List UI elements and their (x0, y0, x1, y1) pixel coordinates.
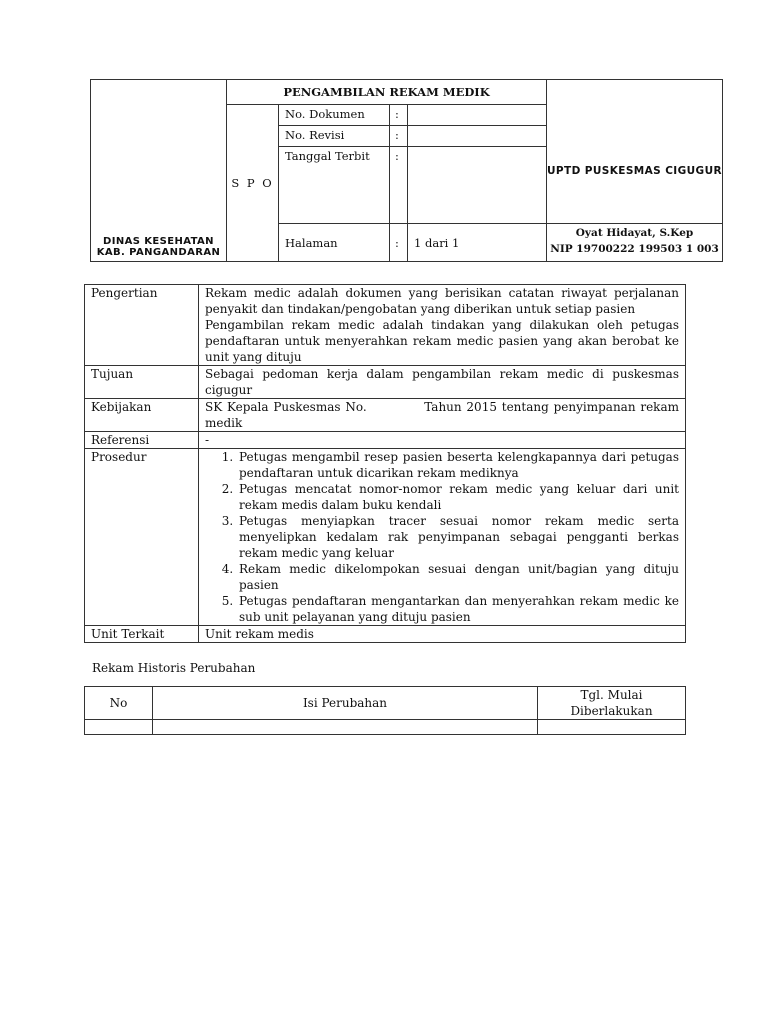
field-label-tanggal-terbit: Tanggal Terbit (279, 147, 390, 223)
signer-name: Oyat Hidayat, S.Kep (575, 227, 694, 239)
history-col-tgl: Tgl. Mulai Diberlakukan (538, 687, 686, 720)
field-label-no-dokumen: No. Dokumen (279, 105, 390, 126)
history-row (85, 720, 686, 735)
field-colon: : (390, 223, 408, 261)
field-colon: : (390, 126, 408, 147)
row-referensi (85, 432, 686, 449)
procedure-step: 5. Petugas pendaftaran mengantarkan dan menyerahkan rekam medic ke sub unit pelayanan yang dituju pasien (237, 593, 679, 625)
field-value-tanggal-terbit (408, 147, 547, 223)
label-prosedur: Prosedur (85, 449, 199, 626)
agency-name: DINAS KESEHATAN KAB. PANGANDARAN (96, 236, 221, 258)
history-cell (538, 720, 686, 735)
field-label-halaman: Halaman (279, 223, 390, 261)
pengertian-line: Pengambilan rekam medic adalah tindakan yang dilakukan oleh petugas pendaftaran untuk menyerahkan rekam medic pasien yang akan berobat ke unit yang dituju (205, 318, 679, 364)
row-unit-terkait (85, 626, 686, 643)
label-unit-terkait: Unit Terkait (85, 626, 199, 643)
history-cell (85, 720, 153, 735)
unit-cell (547, 80, 723, 224)
row-prosedur (85, 449, 686, 626)
row-tujuan (85, 366, 686, 399)
field-value-halaman: 1 dari 1 (408, 223, 547, 261)
pengertian-line: Rekam medic adalah dokumen yang berisikan catatan riwayat perjalanan penyakit dan tindakan/pengobatan yang diberikan untuk setiap pasien (205, 286, 679, 316)
row-kebijakan (85, 399, 686, 432)
procedure-table (84, 284, 686, 643)
content-unit-terkait: Unit rekam medis (199, 626, 686, 643)
content-prosedur (199, 449, 686, 626)
field-value-no-revisi (408, 126, 547, 147)
history-title: Rekam Historis Perubahan (92, 661, 256, 675)
procedure-steps (205, 449, 679, 625)
document-header (90, 79, 723, 262)
procedure-step: 3. Petugas menyiapkan tracer sesuai nomor rekam medic serta menyelipkan kedalam rak penyimpanan sebagai pengganti berkas rekam medic yang keluar (237, 513, 679, 561)
signature-block (547, 225, 722, 257)
field-colon: : (390, 147, 408, 223)
content-referensi: - (199, 432, 686, 449)
procedure-step: 2. Petugas mencatat nomor-nomor rekam medic yang keluar dari unit rekam medis dalam buku kendali (237, 481, 679, 513)
content-kebijakan: SK Kepala Puskesmas No. Tahun 2015 tentang penyimpanan rekam medik (199, 399, 686, 432)
field-value-no-dokumen (408, 105, 547, 126)
signature-cell (547, 223, 723, 261)
row-pengertian (85, 285, 686, 366)
label-pengertian: Pengertian (85, 285, 199, 366)
spo-label: S P O (227, 105, 279, 262)
document-title: PENGAMBILAN REKAM MEDIK (227, 80, 547, 105)
label-tujuan: Tujuan (85, 366, 199, 399)
procedure-step: 1. Petugas mengambil resep pasien beserta kelengkapannya dari petugas pendaftaran untuk dicarikan rekam mediknya (237, 449, 679, 481)
history-cell (153, 720, 538, 735)
label-kebijakan: Kebijakan (85, 399, 199, 432)
history-table (84, 686, 686, 735)
unit-name: UPTD PUSKESMAS CIGUGUR (547, 164, 722, 177)
field-label-no-revisi: No. Revisi (279, 126, 390, 147)
content-tujuan: Sebagai pedoman kerja dalam pengambilan rekam medic di puskesmas cigugur (199, 366, 686, 399)
agency-cell (91, 80, 227, 262)
procedure-step: 4. Rekam medic dikelompokan sesuai dengan unit/bagian yang dituju pasien (237, 561, 679, 593)
history-header-row (85, 687, 686, 720)
history-col-isi: Isi Perubahan (153, 687, 538, 720)
field-colon: : (390, 105, 408, 126)
content-pengertian (199, 285, 686, 366)
history-col-no: No (85, 687, 153, 720)
signer-nip: NIP 19700222 199503 1 003 (550, 243, 719, 255)
label-referensi: Referensi (85, 432, 199, 449)
